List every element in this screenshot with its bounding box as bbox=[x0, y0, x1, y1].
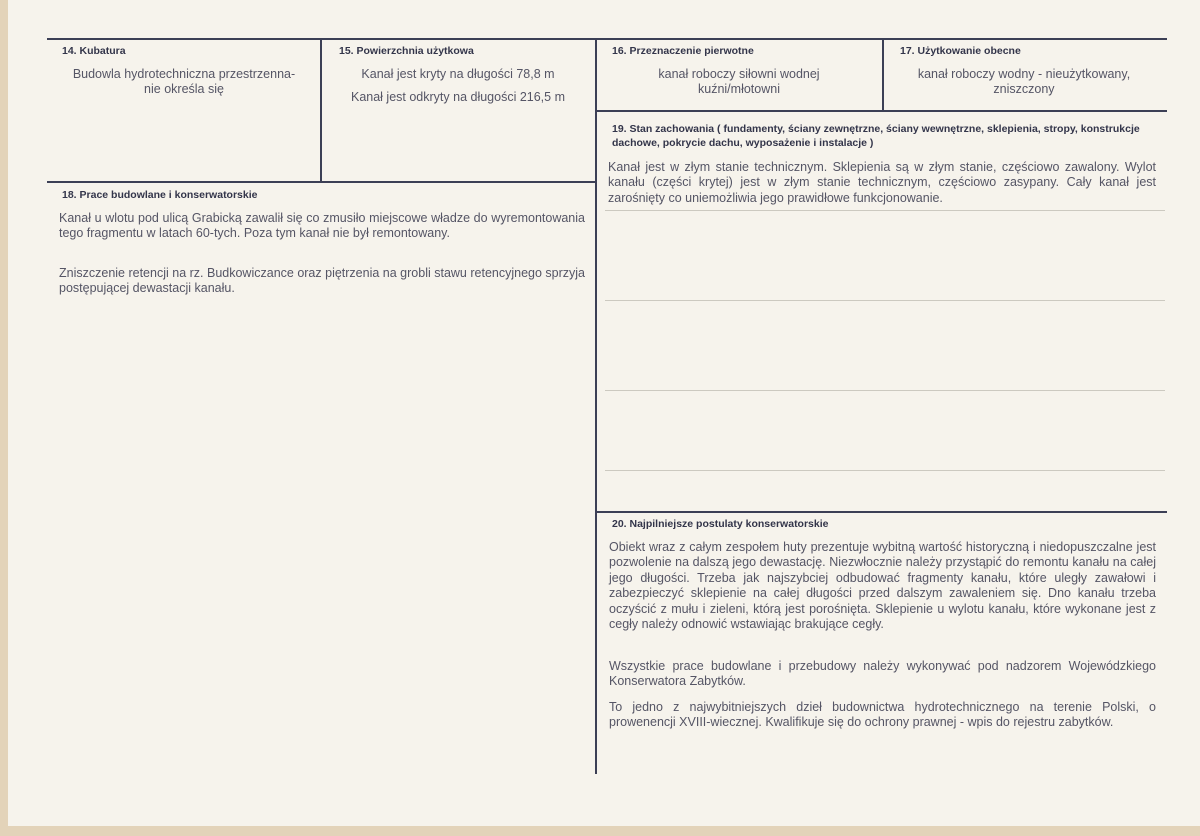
prace-budowlane-paragraph: Kanał u wlotu pod ulicą Grabicką zawalił się co zmusiło miejscowe władze do wyremontowania tego fragmentu w latach 60-tych. Poza tym kanał nie był remontowany. bbox=[59, 211, 585, 241]
postulaty-paragraph: To jedno z najwybitniejszych dzieł budownictwa hydrotechnicznego na terenie Polski, o prowenencji XVIII-wiecznej. Kwalifikuje się do ochrony prawnej - wpis do rejestru zabytków. bbox=[609, 700, 1156, 730]
powierzchnia-covered-value: Kanał jest kryty na długości 78,8 m bbox=[361, 67, 555, 81]
kubatura-value: Budowla hydrotechniczna przestrzenna- nie określa się bbox=[72, 67, 296, 96]
ruled-line bbox=[605, 470, 1165, 471]
ruled-line bbox=[605, 390, 1165, 391]
prace-budowlane-paragraph: Zniszczenie retencji na rz. Budkowiczance oraz piętrzenia na grobli stawu retencyjnego sprzyja postępującej dewastacji kanału. bbox=[59, 266, 585, 296]
przeznaczenie-value: kanał roboczy siłowni wodnej kuźni/młotowni bbox=[658, 67, 820, 96]
prace-budowlane-heading: 18. Prace budowlane i konserwatorskie bbox=[62, 189, 258, 201]
ruled-line bbox=[605, 300, 1165, 301]
stan-zachowania-heading: 19. Stan zachowania ( fundamenty, ściany zewnętrzne, ściany wewnętrzne, sklepienia, stropy, konstrukcje dachowe, pokrycie dachu, wyposażenie i instalacje ) bbox=[612, 123, 1140, 149]
uzytkowanie-value: kanał roboczy wodny - nieużytkowany, zniszczony bbox=[917, 67, 1131, 96]
kubatura-heading: 14. Kubatura bbox=[62, 45, 126, 57]
column-divider-main bbox=[595, 38, 597, 774]
powierzchnia-open-value: Kanał jest odkryty na długości 216,5 m bbox=[350, 90, 565, 104]
row-divider-19-20 bbox=[596, 511, 1167, 513]
powierzchnia-heading: 15. Powierzchnia użytkowa bbox=[339, 45, 474, 57]
stan-zachowania-paragraph: Kanał jest w złym stanie technicznym. Sklepienia są w złym stanie, częściowo zawalony. Wylot kanału (części krytej) jest w złym stanie technicznym, częściowo zasypany. Cały kanał jest zarośnięty co uniemożliwia jego prawidłowe funkcjonowanie. bbox=[608, 160, 1156, 205]
column-divider-14-15 bbox=[320, 38, 322, 183]
top-border bbox=[47, 38, 1167, 40]
postulaty-paragraph: Wszystkie prace budowlane i przebudowy należy wykonywać pod nadzorem Wojewódzkiego Konserwatora Zabytków. bbox=[609, 659, 1156, 689]
column-divider-16-17 bbox=[882, 38, 884, 112]
postulaty-heading: 20. Najpilniejsze postulaty konserwatorskie bbox=[612, 518, 829, 530]
row-divider-14-18 bbox=[47, 181, 597, 183]
przeznaczenie-heading: 16. Przeznaczenie pierwotne bbox=[612, 45, 754, 57]
ruled-line bbox=[605, 210, 1165, 211]
uzytkowanie-heading: 17. Użytkowanie obecne bbox=[900, 45, 1021, 57]
postulaty-paragraph: Obiekt wraz z całym zespołem huty prezentuje wybitną wartość historyczną i niedopuszczalne jest pozwolenie na dalszą jego dewastację. Niezwłocznie należy przystąpić do remontu kanału na całej jego długości. Trzeba jak najszybciej odbudować fragmenty kanału, które uległy zawałowi i zabezpieczyć sklepienie na całej długości przed dalszym zawaleniem się. Dno kanału trzeba oczyścić z mułu i zieleni, którą jest porośnięta. Sklepienie u wylotu kanału, które wykonane jest z cegły należy odnowić wstawiając brakujące cegły. bbox=[609, 540, 1156, 632]
